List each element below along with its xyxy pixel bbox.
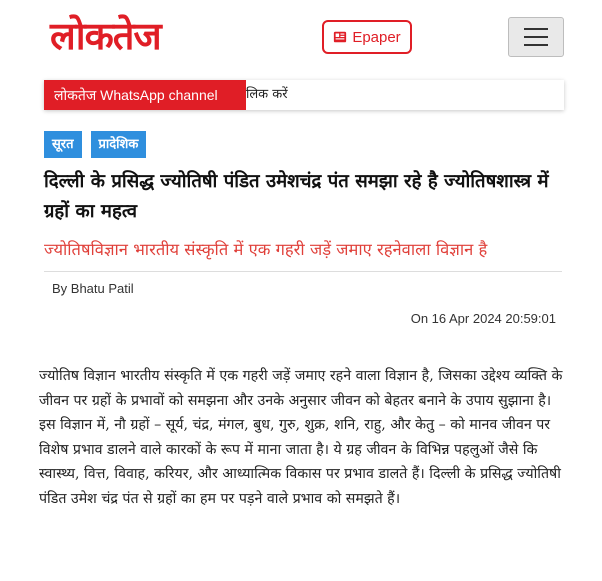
whatsapp-channel-label[interactable]: लोकतेज WhatsApp channel: [44, 80, 246, 110]
tag-regional[interactable]: प्रादेशिक: [91, 131, 147, 158]
site-logo[interactable]: लोकतेज: [50, 13, 161, 58]
epaper-button[interactable]: [322, 20, 412, 54]
epaper-label: Epaper: [352, 28, 401, 46]
newspaper-icon: [333, 30, 347, 44]
article-subtitle: ज्योतिषविज्ञान भारतीय संस्कृति में एक गहरी जड़ें जमाए रहनेवाला विज्ञान है: [44, 240, 488, 259]
article-body: ज्योतिष विज्ञान भारतीय संस्कृति में एक गहरी जड़ें जमाए रहने वाला विज्ञान है, जिसका उद्देश्य व्यक्ति के जीवन पर ग्रहों के प्रभावों को समझना और उनके अनुसार जीवन को बेहतर बनाने के उपाय सुझाना है। इस विज्ञान में, नौ ग्रहों – सूर्य, चंद्र, मंगल, बुध, गुरु, शुक्र, शनि, राहु, और केतु – को मानव जीवन पर विशेष प्रभाव डालने वाले कारकों के रूप में माना जाता है। ये ग्रह जीवन के विभिन्न पहलुओं जैसे कि स्वास्थ्य, वित्त, विवाह, करियर, और आध्यात्मिक विकास पर प्रभाव डालते हैं। दिल्ली के प्रसिद्ध ज्योतिषी पंडित उमेश चंद्र पंत से ग्रहों का हम पर पड़ने वाले प्रभाव को समझते हैं।: [39, 368, 563, 507]
article-author[interactable]: By Bhatu Patil: [52, 281, 134, 296]
hamburger-menu-icon: [524, 36, 548, 38]
whatsapp-channel-bar[interactable]: [44, 80, 564, 110]
tag-city[interactable]: सूरत: [44, 131, 82, 158]
hamburger-menu-icon: [524, 28, 548, 30]
article-title: दिल्ली के प्रसिद्ध ज्योतिषी पंडित उमेशचंद्र पंत समझा रहे है ज्योतिषशास्त्र में ग्रहों का महत्व: [44, 171, 549, 222]
site-header: [0, 0, 602, 78]
whatsapp-bar-text: लिक करें: [246, 87, 288, 102]
article-date: On 16 Apr 2024 20:59:01: [410, 311, 556, 326]
hamburger-menu-icon: [524, 44, 548, 46]
article-tags: [44, 131, 146, 158]
divider: [44, 271, 562, 272]
hamburger-menu-button[interactable]: [508, 17, 564, 57]
